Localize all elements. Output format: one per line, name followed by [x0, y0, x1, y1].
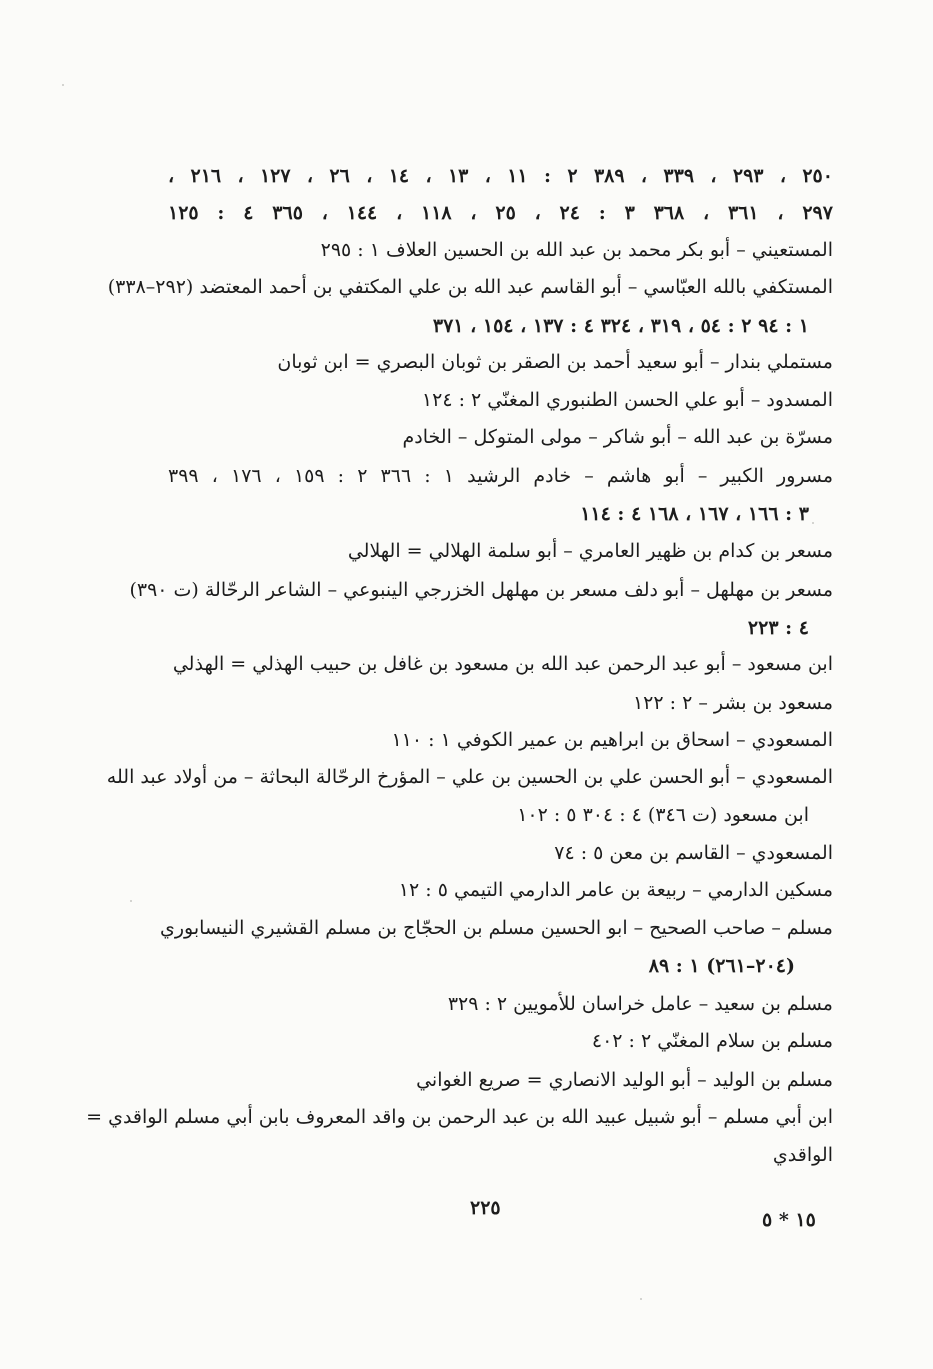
index-line: الواقدي — [772, 1144, 833, 1166]
index-entry: ابن مسعود – أبو عبد الرحمن عبد الله بن مسعود بن غافل بن حبيب الهذلي = الهذلي — [172, 653, 833, 675]
index-line: ٢٩٧ ، ٣٦١ ، ٣٦٨ ٣ : ٢٤ ، ٢٥ ، ١١٨ ، ١٤٤ ، ٣٦٥ ٤ : ١٢٥ — [168, 202, 833, 224]
index-entry: مسلم بن الوليد – أبو الوليد الانصاري = صريع الغواني — [416, 1069, 833, 1091]
index-entry: مسرور الكبير – أبو هاشم – خادم الرشيد ١ : ٣٦٦ ٢ : ١٥٩ ، ١٧٦ ، ٣٩٩ — [168, 465, 834, 487]
index-line: ٢٥٠ ، ٢٩٣ ، ٣٣٩ ، ٣٨٩ ٢ : ١١ ، ١٣ ، ١٤ ، ٢٦ ، ١٢٧ ، ٢١٦ ، — [168, 165, 833, 187]
index-entry: المسعودي – اسحاق بن ابراهيم بن عمير الكوفي ١ : ١١٠ — [391, 729, 833, 751]
paper-speck — [62, 84, 64, 86]
index-entry: المستكفي بالله العبّاسي – أبو القاسم عبد الله بن علي المكتفي بن أحمد المعتضد (٢٩٢–٣٣٨) — [107, 276, 833, 298]
index-entry: مسعود بن بشر – ٢ : ١٢٢ — [632, 692, 833, 714]
index-entry: مسلم – صاحب الصحيح – ابو الحسين مسلم بن الحجّاج بن مسلم القشيري النيسابوري — [160, 917, 833, 939]
index-entry: المسعودي – أبو الحسن علي بن الحسين بن علي – المؤرخ الرحّالة البحاثة – من أولاد عبد الله — [106, 766, 833, 788]
index-line: ٣ : ١٦٦ ، ١٦٧ ، ١٦٨ ٤ : ١١٤ — [580, 503, 809, 525]
paper-speck — [130, 900, 132, 902]
index-entry: مسرّة بن عبد الله – أبو شاكر – مولى المتوكل – الخادم — [402, 426, 833, 448]
index-entry: مسلم بن سعيد – عامل خراسان للأمويين ٢ : ٣٢٩ — [447, 993, 833, 1015]
index-entry: مسلم بن سلام المغنّي ٢ : ٤٠٢ — [591, 1030, 833, 1052]
index-line: ١ : ٩٤ ٢ : ٥٤ ، ٣١٩ ، ٣٢٤ ٤ : ١٣٧ ، ١٥٤ ، ٣٧١ — [432, 315, 809, 337]
index-entry: مستملي بندار – أبو سعيد أحمد بن الصقر بن ثوبان البصري = ابن ثوبان — [277, 351, 833, 373]
index-entry: المستعيني – أبو بكر محمد بن عبد الله بن الحسين العلاف ١ : ٢٩٥ — [320, 239, 833, 261]
signature-mark: ١٥ * ٥ — [762, 1209, 816, 1231]
index-line: ابن مسعود (ت ٣٤٦) ٤ : ٣٠٤ ٥ : ١٠٢ — [517, 804, 809, 826]
index-entry: ابن أبي مسلم – أبو شبيل عبيد الله بن عبد الرحمن بن واقد المعروف بابن أبي مسلم الواقدي = — [86, 1106, 833, 1128]
index-line: ٤ : ٢٢٣ — [747, 617, 809, 639]
index-entry: مسكين الدارمي – ربيعة بن عامر الدارمي التيمي ٥ : ١٢ — [398, 879, 833, 901]
index-entry: مسعر بن كدام بن ظهير العامري – أبو سلمة الهلالي = الهلالي — [347, 540, 833, 562]
index-entry: مسعر بن مهلهل – أبو دلف مسعر بن مهلهل الخزرجي الينبوعي – الشاعر الرحّالة (ت ٣٩٠) — [129, 579, 833, 601]
paper-speck — [812, 522, 814, 524]
index-entry: المسدود – أبو علي الحسن الطنبوري المغنّي ٢ : ١٢٤ — [421, 389, 833, 411]
paper-speck — [640, 1298, 642, 1300]
index-entry: المسعودي – القاسم بن معن ٥ : ٧٤ — [554, 842, 833, 864]
page-number: ٢٢٥ — [470, 1197, 501, 1219]
index-line: (٢٠٤–٢٦١) ١ : ٨٩ — [648, 955, 795, 977]
